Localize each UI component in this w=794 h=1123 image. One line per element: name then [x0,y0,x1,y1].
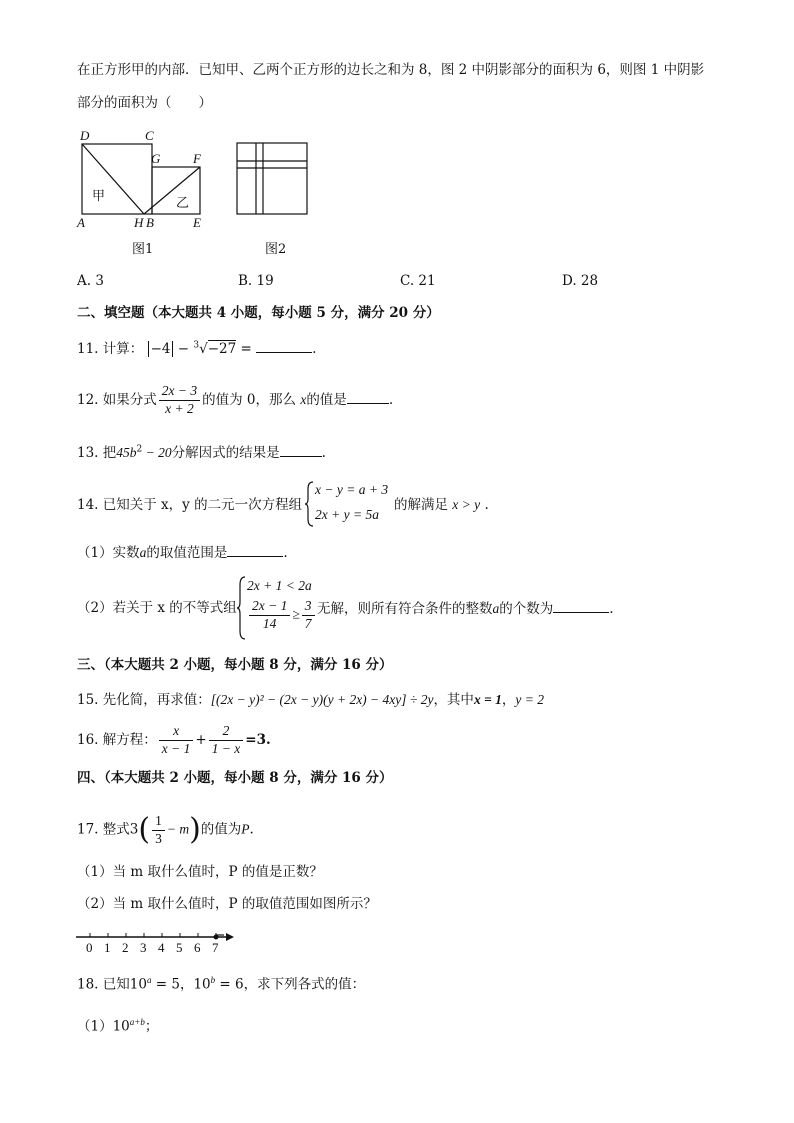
q18-c2-base: 10 [193,976,211,993]
q14-ineq2-den: 14 [262,615,277,631]
tick-label: 6 [194,940,201,955]
q18-part1-exp: a+b [129,1017,145,1027]
q11-prefix: 11. 计算： [77,341,144,357]
q14-ineq2-op: ≥ [292,606,300,622]
q13-tail: 分解因式的结果是 [171,445,280,461]
choice-c: C. 21 [400,273,436,289]
choice-d: D. 28 [562,273,599,289]
q14-part2-var: a [492,601,500,616]
question-11 [77,340,316,357]
q11-radicand: −27 [207,341,237,357]
q17-end: . [249,821,254,838]
label-A: A [77,215,85,230]
q17-minus-m: − m [166,821,190,837]
q12-fraction [159,383,200,418]
q15-prefix: 15. 先化简，再求值： [77,692,211,708]
label-G: G [151,151,161,166]
q11-eq: = [240,341,252,357]
q17-prefix: 17. 整式 [77,821,130,838]
q16-f1-num: x [159,723,194,741]
q12-tail: 的值是 [306,391,347,408]
tick-label: 3 [140,940,147,955]
q14-cond: x > y [452,497,481,512]
label-yi: 乙 [176,196,190,211]
q14-end: . [484,497,489,513]
intro-line-2: 部分的面积为（ ） [77,95,212,111]
q13-answer-blank[interactable] [280,444,322,457]
q18-c1-base: 10 [129,976,147,993]
question-17 [77,812,254,848]
q15-cond1: x = 1 [473,692,502,707]
q18-c1-rhs: = 5 [151,976,180,993]
q14-ineq2-num: 2x − 1 [249,598,290,616]
figure-2 [230,136,316,220]
q14-ineq2 [247,598,317,633]
q14-part1-var: a [139,545,147,560]
q11-answer-blank[interactable] [256,340,312,353]
q12-end: . [388,391,394,408]
label-B: B [146,215,154,230]
section-4-heading: 四、（本大题共 2 小题，每小题 8 分，满分 16 分） [77,770,393,786]
question-14-prefix: 14. 已知关于 x，y 的二元一次方程组 [77,497,303,513]
q14-part1-b: 的取值范围是 [146,545,228,561]
q14-condition [394,497,489,513]
q14-part2-tail-b: 的个数为 [499,601,554,617]
q17-fraction [152,813,165,848]
q18-part1-end: ； [144,1018,159,1035]
q14-mid: 的解满足 [394,497,448,513]
label-E: E [193,215,201,230]
q13-expr-b: − 20 [142,445,172,460]
label-F: F [193,151,201,166]
question-12 [77,383,393,418]
radical-icon: √ [199,341,208,357]
q12-mid: 的值为 0，那么 [202,391,297,408]
figure-2-caption: 图2 [265,242,287,257]
q17-var: P [241,821,250,837]
label-jia: 甲 [92,189,106,204]
q17-part-2: （2）当 m 取什么值时，P 的取值范围如图所示？ [77,896,377,912]
choice-a: A. 3 [77,273,104,289]
q11-abs: −4 [148,341,174,357]
q18-tail: ，求下列各式的值： [243,976,366,993]
q16-f2-num: 2 [209,723,244,741]
tick-label: 7 [212,940,219,955]
q14-eq2: 2x + y = 5a [315,507,379,522]
intro-line-1: 在正方形甲的内部．已知甲、乙两个正方形的边长之和为 8，图 2 中阴影部分的面积为 6，则图 1 中阴影 [77,62,705,78]
left-brace-icon [305,481,315,527]
q16-fraction-2 [209,723,244,758]
q12-num: 2x − 3 [159,383,200,401]
q11-root-index: 3 [193,340,200,351]
tick-label: 2 [122,940,129,955]
q18-sep: ， [179,976,194,993]
q14-part2-end: . [609,601,614,617]
q14-part-2-prefix: （2）若关于 x 的不等式组 [77,600,237,616]
q18-c2-exp: b [210,975,216,985]
q17-part-1: （1）当 m 取什么值时，P 的值是正数？ [77,864,323,880]
label-D: D [80,128,90,143]
q13-exp: 2 [136,444,143,455]
section-3-heading: 三、（本大题共 2 小题，每小题 8 分，满分 16 分） [77,657,393,673]
q18-prefix: 18. 已知 [77,976,130,993]
q14-part2-tail-a: 无解，则所有符合条件的整数 [317,601,493,617]
q17-f-num: 1 [152,813,165,831]
right-paren-icon: ) [189,812,201,847]
label-H: H [134,215,144,230]
q16-plus: + [195,731,207,748]
question-16 [77,723,271,758]
q15-expr: [(2x − y)² − (2x − y)(y + 2x) − 4xy] ÷ 2y [210,692,434,707]
question-18 [77,975,365,993]
q14-part1-end: . [283,545,288,561]
q15-cond2: y = 2 [515,692,544,707]
tick-label: 0 [86,940,93,955]
section-2-heading: 二、填空题（本大题共 4 小题，每小题 5 分，满分 20 分） [77,305,440,321]
q11-end: . [312,341,317,357]
q18-part1-label: （1） [77,1018,113,1035]
q14-ineq2-rnum: 3 [302,598,315,616]
q17-f-den: 3 [155,830,162,846]
q14-part-2-tail [317,600,614,617]
tick-label: 1 [104,940,111,955]
q14-part-1 [77,544,288,561]
question-13 [77,444,326,461]
q11-minus: − [177,341,190,357]
q12-answer-blank[interactable] [347,391,389,404]
q15-tail: ，其中 [433,692,474,708]
q14-part2-blank[interactable] [553,600,609,613]
choice-b: B. 19 [238,273,274,289]
tick-label: 4 [158,940,165,955]
q13-prefix: 13. 把 [77,445,117,461]
q16-f2-den: 1 − x [211,740,241,756]
q14-ineq1: 2x + 1 < 2a [247,578,312,593]
q13-end: . [321,445,326,461]
q14-ineq2-rhs [302,598,315,633]
q18-part-1 [77,1017,158,1035]
left-brace-icon [237,576,247,640]
q16-f1-den: x − 1 [161,740,191,756]
q16-rhs: =3. [245,731,271,748]
left-paren-icon: ( [138,812,151,847]
q14-ineq2-lhs [249,598,290,633]
q18-c2-rhs: = 6 [215,976,244,993]
arrow-right-icon [226,933,234,941]
q16-fraction-1 [159,723,194,758]
figure-1-caption: 图1 [132,242,154,257]
q14-ineq2-rden: 7 [304,615,312,631]
label-C: C [145,128,154,143]
q16-prefix: 16. 解方程： [77,731,157,748]
q14-eq1: x − y = a + 3 [315,482,389,497]
q13-expr-a: 45b [116,445,137,460]
q12-prefix: 12. 如果分式 [77,391,157,408]
q17-tail: 的值为 [200,821,242,838]
q14-part1-blank[interactable] [227,544,283,557]
q18-part1-base: 10 [112,1018,130,1035]
tick-label: 5 [176,940,183,955]
q12-den: x + 2 [165,400,194,416]
question-15 [77,692,544,708]
q14-part1-a: （1）实数 [77,545,140,561]
q12-var: x [300,391,307,407]
q18-c1-exp: a [146,975,152,985]
q15-sep: ， [501,692,516,708]
q17-coef: 3 [129,821,139,838]
